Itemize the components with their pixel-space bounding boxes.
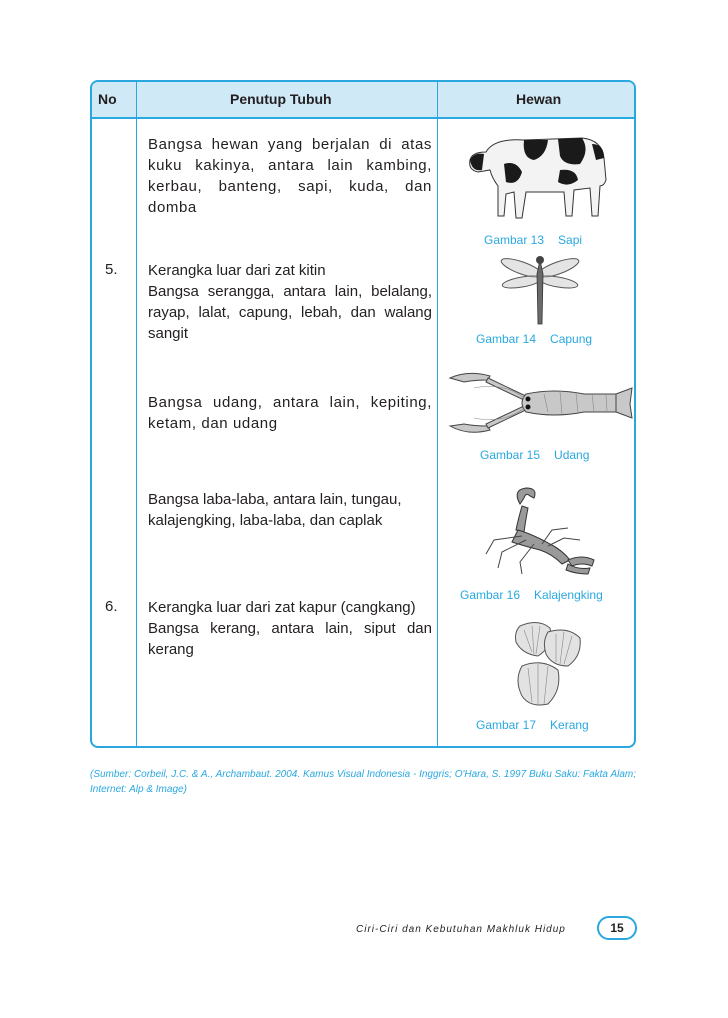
row-2-text: Bangsa serangga, antara lain, belalang, rayap, lalat, capung, lebah, dan walang sangit	[148, 283, 432, 342]
row-2-heading: Kerangka luar dari zat kitin	[148, 262, 326, 279]
row-4-caption	[460, 588, 603, 602]
footer-chapter-title: Ciri-Ciri dan Kebutuhan Makhluk Hidup	[356, 924, 566, 935]
row-1-description: Bangsa hewan yang berjalan di atas kuku kakinya, antara lain kambing, kerbau, banteng, sapi, kuda, dan domba	[148, 136, 432, 216]
row-3-description: Bangsa udang, antara lain, kepiting, ketam, dan udang	[148, 394, 432, 432]
shell-icon	[508, 620, 584, 712]
column-divider	[437, 82, 438, 746]
animal-name: Kalajengking	[534, 588, 603, 602]
row-2-description	[148, 260, 432, 344]
figure-label: Gambar 15	[480, 448, 541, 462]
animal-name: Capung	[550, 332, 593, 346]
row-5-text: Bangsa kerang, antara lain, siput dan kerang	[148, 620, 432, 658]
row-5-description	[148, 597, 432, 660]
animal-name: Sapi	[558, 233, 583, 247]
row-1-caption	[484, 233, 582, 247]
animal-name: Kerang	[550, 718, 589, 732]
source-citation: (Sumber: Corbeil, J.C. & A., Archambaut. 2004. Kamus Visual Indonesia - Inggris; O'Hara, S. 1997 Buku Saku: Fakta Alam; Internet: Alp & Image)	[90, 769, 636, 795]
table-header	[92, 82, 634, 119]
row-3-caption	[480, 448, 589, 462]
row-5-caption	[476, 718, 589, 732]
shrimp-icon	[444, 368, 634, 440]
header-hewan: Hewan	[516, 91, 562, 107]
figure-label: Gambar 14	[476, 332, 537, 346]
figure-label: Gambar 16	[460, 588, 521, 602]
header-penutup-tubuh: Penutup Tubuh	[230, 91, 332, 107]
animal-name: Udang	[554, 448, 590, 462]
row-number: 6.	[105, 598, 118, 615]
row-5-heading: Kerangka luar dari zat kapur (cangkang)	[148, 599, 416, 616]
header-no: No	[98, 91, 117, 107]
figure-label: Gambar 17	[476, 718, 537, 732]
dragonfly-icon	[500, 254, 580, 326]
cow-icon	[464, 130, 614, 222]
column-divider	[136, 82, 137, 746]
row-number: 5.	[105, 261, 118, 278]
row-4-description: Bangsa laba-laba, antara lain, tungau, kalajengking, laba-laba, dan caplak	[148, 491, 402, 529]
animal-table	[90, 80, 636, 748]
figure-label: Gambar 13	[484, 233, 545, 247]
scorpion-icon	[472, 484, 602, 576]
page-number: 15	[597, 916, 637, 940]
row-2-caption	[476, 332, 592, 346]
